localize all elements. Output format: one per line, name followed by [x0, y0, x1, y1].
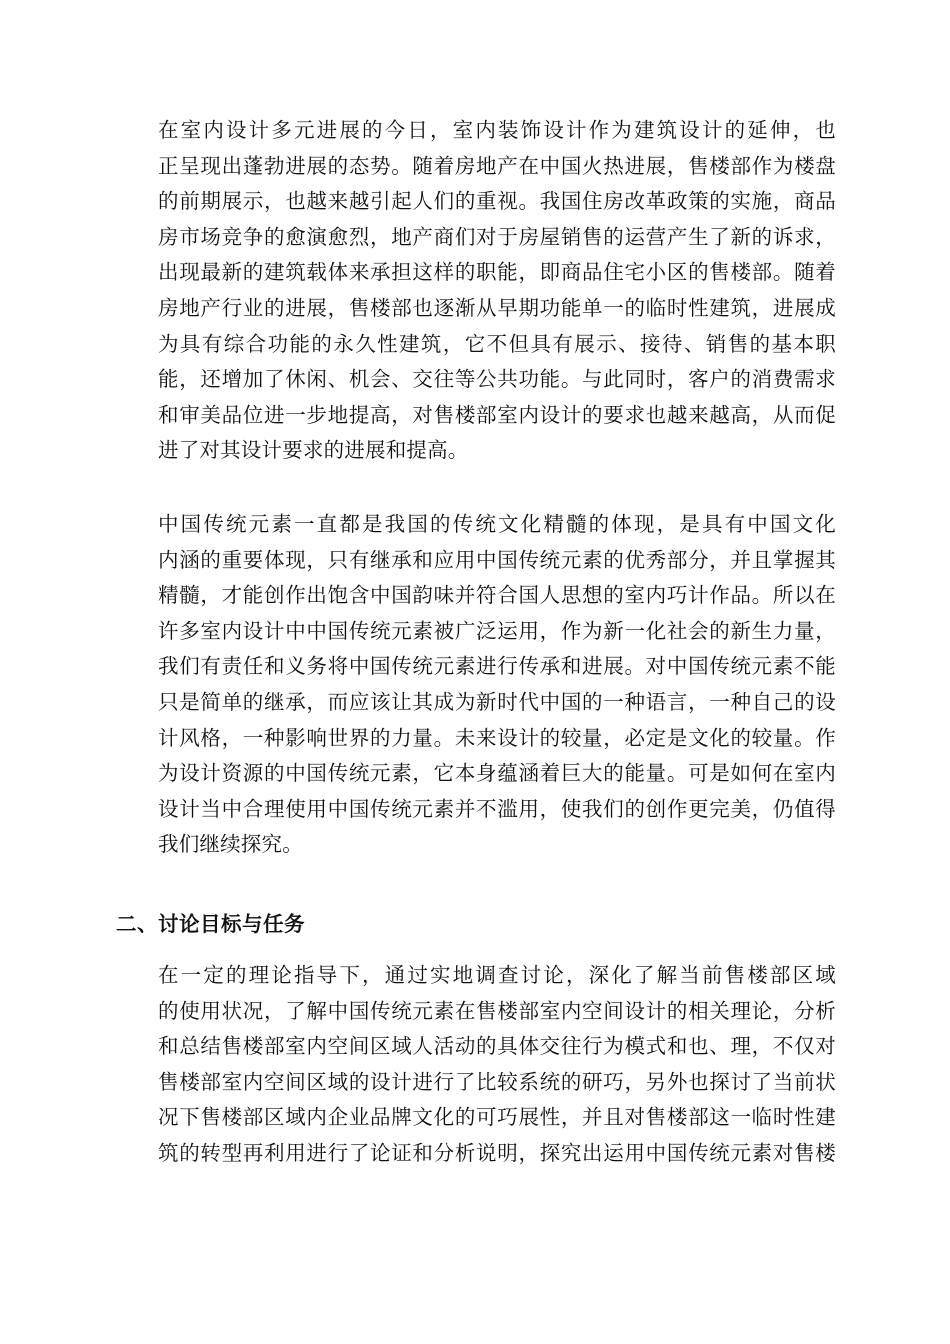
paragraph-line: 内涵的重要体现，只有继承和应用中国传统元素的优秀部分，并且掌握其 [158, 547, 836, 572]
paragraph-line: 的前期展示，也越来越引起人们的重视。我国住房改革政策的实施，商品 [158, 189, 836, 214]
paragraph-line: 和审美品位进一步地提高，对售楼部室内设计的要求也越来越高，从而促 [158, 402, 836, 427]
paragraph-line: 况下售楼部区域内企业品牌文化的可巧展性，并且对售楼部这一临时性建 [158, 1105, 836, 1130]
paragraph-traditional-elements [116, 507, 836, 863]
paragraph-line: 只是简单的继承，而应该让其成为新时代中国的一种语言，一种自己的设 [158, 689, 836, 714]
paragraph-line: 设计当中合理使用中国传统元素并不滥用，使我们的创作更完美，仍值得 [158, 796, 836, 821]
paragraph-research-goals [116, 958, 836, 1172]
paragraph-line: 正呈现出蓬勃进展的态势。随着房地产在中国火热进展，售楼部作为楼盘 [158, 153, 836, 178]
paragraph-line: 房市场竞争的愈演愈烈，地产商们对于房屋销售的运营产生了新的诉求， [158, 224, 836, 249]
section-heading: 二、讨论目标与任务 [116, 912, 305, 936]
paragraph-line: 中国传统元素一直都是我国的传统文化精髓的体现，是具有中国文化 [158, 512, 836, 536]
paragraph-line: 房地产行业的进展，售楼部也逐渐从早期功能单一的临时性建筑，进展成 [158, 295, 836, 320]
paragraph-line: 我们有责任和义务将中国传统元素进行传承和进展。对中国传统元素不能 [158, 654, 836, 679]
paragraph-line: 出现最新的建筑载体来承担这样的职能，即商品住宅小区的售楼部。随着 [158, 260, 836, 285]
paragraph-line: 许多室内设计中中国传统元素被广泛运用，作为新一化社会的新生力量， [158, 618, 836, 643]
paragraph-line: 计风格，一种影响世界的力量。未来设计的较量，必定是文化的较量。作 [158, 725, 836, 750]
paragraph-line: 的使用状况，了解中国传统元素在售楼部室内空间设计的相关理论，分析 [158, 998, 836, 1023]
paragraph-line: 能，还增加了休闲、机会、交往等公共功能。与此同时，客户的消费需求 [158, 367, 836, 392]
paragraph-line: 售楼部室内空间区域的设计进行了比较系统的研巧，另外也探讨了当前状 [158, 1069, 836, 1094]
paragraph-line: 精髓，才能创作出饱含中国韵味并符合国人思想的室内巧计作品。所以在 [158, 583, 836, 608]
paragraph-line: 在一定的理论指导下，通过实地调查讨论，深化了解当前售楼部区域 [158, 963, 836, 987]
paragraph-line: 和总结售楼部室内空间区域人活动的具体交往行为模式和也、理，不仅对 [158, 1034, 836, 1059]
paragraph-line: 筑的转型再利用进行了论证和分析说明，探究出运用中国传统元素对售楼 [158, 1140, 836, 1165]
paragraph-line: 我们继续探究。 [158, 832, 303, 857]
paragraph-line: 在室内设计多元进展的今日，室内装饰设计作为建筑设计的延伸，也 [158, 118, 836, 142]
paragraph-line: 为具有综合功能的永久性建筑，它不但具有展示、接待、销售的基本职 [158, 331, 836, 356]
paragraph-line: 为设计资源的中国传统元素，它本身蕴涵着巨大的能量。可是如何在室内 [158, 761, 836, 786]
paragraph-intro [116, 113, 836, 469]
paragraph-line: 进了对其设计要求的进展和提高。 [158, 438, 469, 463]
